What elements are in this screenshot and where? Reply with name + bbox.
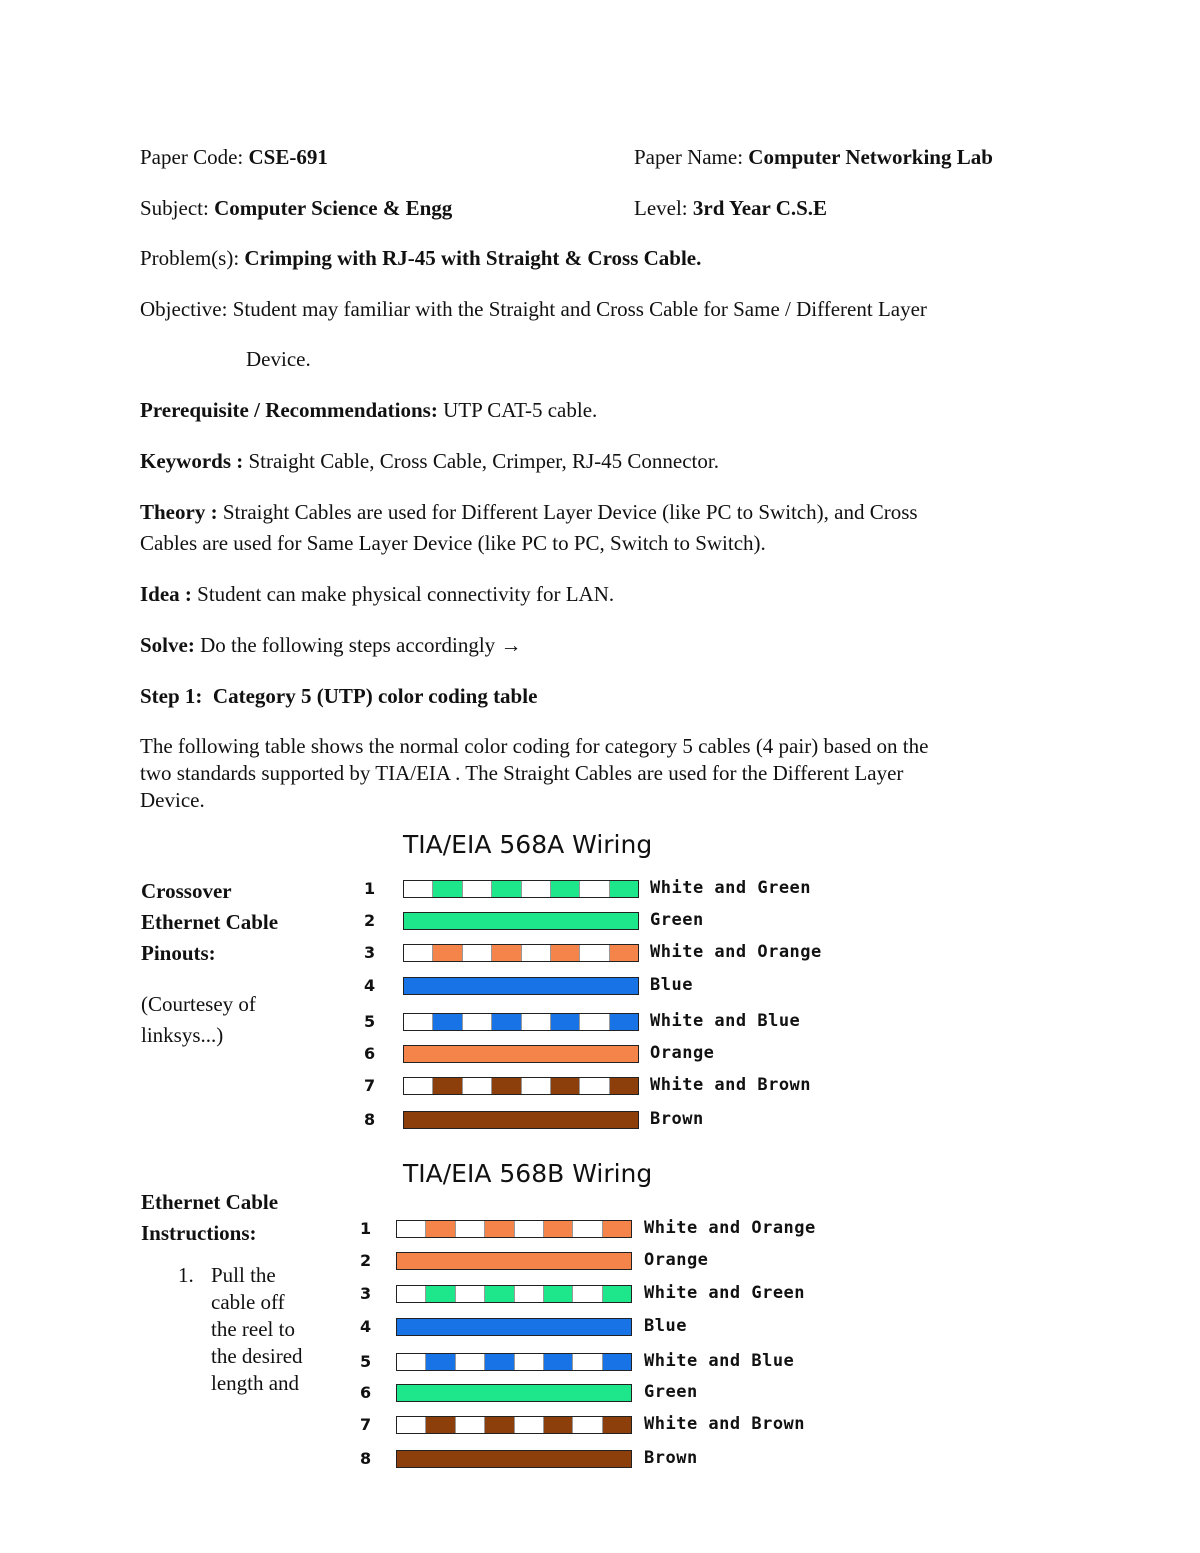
- prerequisite-text: UTP CAT-5 cable.: [443, 398, 598, 422]
- solid-wire: [403, 912, 639, 930]
- step-number: 1.: [178, 1263, 194, 1287]
- solid-wire: [396, 1252, 632, 1270]
- wire-label: White and Orange: [644, 1218, 816, 1238]
- right-arrow-icon: →: [500, 633, 522, 657]
- pin-number: 5: [360, 1352, 372, 1371]
- keywords-text: Straight Cable, Cross Cable, Crimper, RJ-45 Connector.: [248, 449, 719, 473]
- idea-label: Idea :: [140, 582, 192, 606]
- pin-number: 3: [364, 943, 376, 962]
- striped-wire: [403, 944, 639, 962]
- table-description-line: Device.: [140, 788, 205, 812]
- theory-label: Theory :: [140, 500, 218, 524]
- step1-label: Step 1:: [140, 684, 203, 708]
- wiring-title: TIA/EIA 568A Wiring: [403, 830, 653, 859]
- table-description: [140, 733, 1040, 814]
- crossover-heading-line: Crossover: [141, 879, 232, 903]
- courtesy-note-line: linksys...): [141, 1023, 224, 1047]
- wire-label: Orange: [644, 1250, 709, 1270]
- table-description-line: The following table shows the normal color coding for category 5 cables (4 pair) based on the: [140, 734, 929, 758]
- keywords-line: [140, 448, 719, 474]
- solid-wire: [396, 1450, 632, 1468]
- keywords-label: Keywords :: [140, 449, 244, 473]
- pin-number: 3: [360, 1284, 372, 1303]
- table-description-line: two standards supported by TIA/EIA . The Straight Cables are used for the Different Layer: [140, 761, 904, 785]
- objective-line: [140, 296, 927, 322]
- wire-label: Orange: [650, 1043, 715, 1063]
- pin-number: 1: [360, 1219, 372, 1238]
- objective-label: Objective:: [140, 297, 228, 321]
- wire-label: White and Blue: [650, 1011, 801, 1031]
- problem-label: Problem(s):: [140, 246, 240, 270]
- idea-line: [140, 581, 614, 607]
- striped-wire: [403, 1077, 639, 1095]
- pin-number: 8: [360, 1449, 372, 1468]
- solid-wire: [403, 1045, 639, 1063]
- instructions-heading: [141, 1187, 278, 1249]
- courtesy-note-line: (Courtesey of: [141, 992, 256, 1016]
- instruction-step-text: [211, 1262, 303, 1397]
- step1-heading: [140, 683, 537, 709]
- wire-label: White and Orange: [650, 942, 822, 962]
- striped-wire: [403, 1013, 639, 1031]
- pin-number: 6: [360, 1383, 372, 1402]
- pin-number: 7: [364, 1076, 376, 1095]
- wire-label: Blue: [644, 1316, 687, 1336]
- crossover-heading-line: Pinouts:: [141, 941, 216, 965]
- instruction-line: the desired: [211, 1344, 303, 1368]
- striped-wire: [396, 1416, 632, 1434]
- prerequisite-line: [140, 397, 597, 423]
- idea-text: Student can make physical connectivity for LAN.: [197, 582, 615, 606]
- solve-line: [140, 632, 521, 658]
- wire-label: Brown: [650, 1109, 704, 1129]
- pin-number: 5: [364, 1012, 376, 1031]
- pin-number: 7: [360, 1415, 372, 1434]
- wire-label: Blue: [650, 975, 693, 995]
- solve-label: Solve:: [140, 633, 195, 657]
- wire-label: Brown: [644, 1448, 698, 1468]
- wire-label: White and Blue: [644, 1351, 795, 1371]
- objective-text: Student may familiar with the Straight and Cross Cable for Same / Different Layer: [232, 297, 927, 321]
- wire-label: Green: [644, 1382, 698, 1402]
- prerequisite-label: Prerequisite / Recommendations:: [140, 398, 438, 422]
- level-value: 3rd Year C.S.E: [692, 196, 828, 220]
- subject-line: [140, 195, 452, 221]
- striped-wire: [396, 1285, 632, 1303]
- solve-text: Do the following steps accordingly: [200, 633, 496, 657]
- problem-line: [140, 245, 701, 271]
- level-line: [634, 195, 827, 221]
- crossover-heading-line: Ethernet Cable: [141, 910, 279, 934]
- solid-wire: [396, 1384, 632, 1402]
- paper-name-value: Computer Networking Lab: [748, 145, 993, 169]
- theory-text: Straight Cables are used for Different Layer Device (like PC to Switch), and Cross: [222, 500, 918, 524]
- pin-number: 8: [364, 1110, 376, 1129]
- striped-wire: [396, 1220, 632, 1238]
- solid-wire: [403, 977, 639, 995]
- problem-value: Crimping with RJ-45 with Straight & Cross Cable.: [244, 246, 702, 270]
- paper-code-value: CSE-691: [248, 145, 328, 169]
- subject-value: Computer Science & Engg: [214, 196, 453, 220]
- subject-label: Subject:: [140, 196, 209, 220]
- pin-number: 4: [364, 976, 376, 995]
- wiring-title: TIA/EIA 568B Wiring: [403, 1159, 653, 1188]
- theory-line-2: Cables are used for Same Layer Device (like PC to PC, Switch to Switch).: [140, 531, 766, 555]
- striped-wire: [403, 880, 639, 898]
- objective-continuation: Device.: [246, 347, 311, 371]
- solid-wire: [403, 1111, 639, 1129]
- paper-name-line: [634, 144, 993, 170]
- instruction-line: length and: [211, 1371, 300, 1395]
- instructions-heading-line: Instructions:: [141, 1221, 257, 1245]
- wire-label: Green: [650, 910, 704, 930]
- theory-line-1: [140, 499, 918, 525]
- instructions-heading-line: Ethernet Cable: [141, 1190, 279, 1214]
- instruction-line: the reel to: [211, 1317, 295, 1341]
- wire-label: White and Brown: [650, 1075, 812, 1095]
- paper-code-line: [140, 144, 328, 170]
- pin-number: 1: [364, 879, 376, 898]
- pin-number: 2: [360, 1251, 372, 1270]
- wire-label: White and Green: [644, 1283, 806, 1303]
- step1-title: Category 5 (UTP) color coding table: [212, 684, 538, 708]
- wire-label: White and Green: [650, 878, 812, 898]
- pin-number: 6: [364, 1044, 376, 1063]
- paper-name-label: Paper Name:: [634, 145, 744, 169]
- pin-number: 4: [360, 1317, 372, 1336]
- instruction-line: Pull the: [211, 1263, 276, 1287]
- pin-number: 2: [364, 911, 376, 930]
- instruction-line: cable off: [211, 1290, 285, 1314]
- level-label: Level:: [634, 196, 688, 220]
- paper-code-label: Paper Code:: [140, 145, 244, 169]
- solid-wire: [396, 1318, 632, 1336]
- crossover-heading: [141, 876, 278, 969]
- striped-wire: [396, 1353, 632, 1371]
- wire-label: White and Brown: [644, 1414, 806, 1434]
- courtesy-note: [141, 989, 256, 1051]
